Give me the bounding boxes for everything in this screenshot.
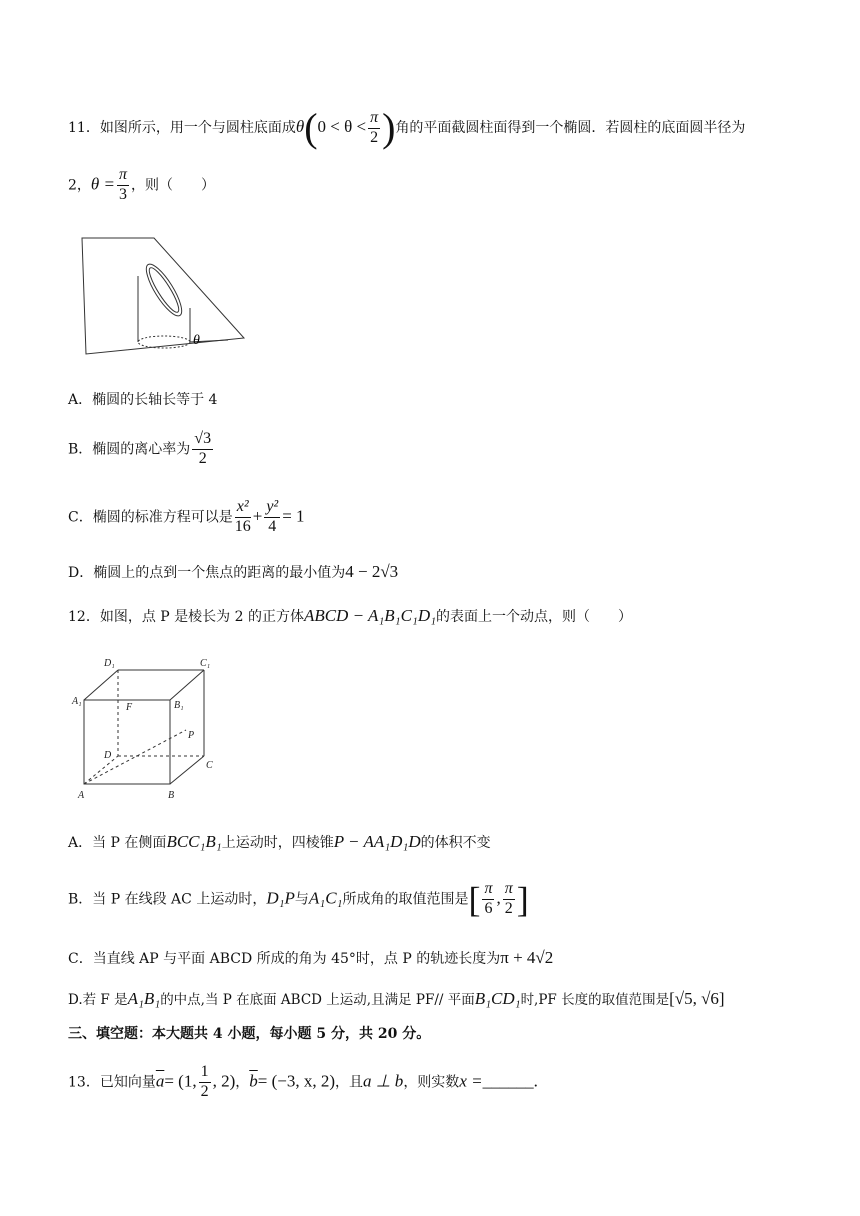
label-P: P	[188, 730, 195, 741]
q12-b-upper: $\frac{\pi}{2}$	[504, 880, 513, 918]
q13-half: $\frac{1}{2}$	[200, 1063, 209, 1101]
q12-stem: 12．如图，点 P 是棱长为 2 的正方体ABCD − A₁B₁C₁D₁的表面上一个动点，则（ ）	[68, 606, 633, 625]
q11-pi-over-2: $\frac{\pi}{2}$	[370, 108, 379, 146]
q13-stem: 13．已知向量$\overline{a}= (1$, $\frac{1}{2}$ , 2)，$\overline{b}= (-3$, x, 2)，且a ⊥ b，则实数x =______.	[68, 1063, 538, 1101]
q12-option-d: D.若 F 是A₁B₁的中点,当 P 在底面 ABCD 上运动,且满足 PF// 平面B₁CD₁时,PF 长度的取值范围是[√5, √6]	[68, 989, 725, 1008]
q11-c-frac-y: $\frac{\text{y²}}{4}$	[266, 498, 279, 536]
q11-theta-eq: θ =	[90, 174, 115, 194]
q11-option-a: A．椭圆的长轴长等于 4	[68, 392, 218, 408]
cutting-plane	[82, 238, 244, 354]
q12-d-range: [√5, √6]	[669, 989, 725, 1008]
q13-vector-a: $\overline{a}$	[155, 1071, 165, 1091]
cube-figure	[70, 652, 220, 804]
q12-cube-name: ABCD − A₁B₁C₁D₁	[303, 606, 437, 625]
cylinder-plane-figure	[78, 236, 250, 360]
section-3-heading: 三、填空题：本大题共 4 小题，每小题 5 分，共 20 分。	[68, 1026, 431, 1042]
q12-b-lower: $\frac{\pi}{6}$	[484, 880, 493, 918]
q11-line2	[68, 166, 215, 205]
q11-range: 0 < θ <	[317, 117, 367, 136]
label-A: A	[78, 790, 85, 801]
q12-c-value: π + 4√2	[500, 948, 554, 967]
q11-c-frac-x: $\frac{\text{x²}}{16}$	[234, 498, 251, 536]
q11-d-value: 4 − 2√3	[345, 562, 399, 581]
label-C1: C₁	[200, 658, 211, 669]
q12-option-c: C．当直线 AP 与平面 ABCD 所成的角为 45°时，点 P 的轨迹长度为π + 4√2	[68, 948, 554, 967]
paren-left: (	[304, 105, 318, 150]
label-C: C	[206, 760, 213, 771]
q11-option-b: B．椭圆的离心率为 $\frac{√3}{2}$	[68, 430, 212, 468]
ellipse-section	[140, 260, 187, 320]
q11-option-c: C．椭圆的标准方程可以是 $\frac{\text{x²}}{16}$ + $\frac{\text{y²}}{4}$ = 1	[68, 498, 305, 536]
q12-option-b: B．当 P 在线段 AC 上运动时，D₁P与A₁C₁所成角的取值范围是[ $\frac{\pi}{6}$ , $\frac{\pi}{2}$ ]	[68, 879, 529, 920]
label-B: B	[168, 790, 175, 801]
q13-answer-blank[interactable]: ______.	[482, 1071, 538, 1091]
q13-vector-b: $\overline{b}$	[249, 1071, 258, 1091]
q11-option-d: D．椭圆上的点到一个焦点的距离的最小值为4 − 2√3	[68, 562, 399, 581]
label-A1: A₁	[72, 696, 82, 707]
q11-theta: θ	[295, 117, 305, 136]
label-B1: B₁	[174, 700, 184, 711]
q11-rest: 角的平面截圆柱面得到一个椭圆．若圆柱的底面圆半径为	[395, 120, 746, 136]
fig1-theta-label: θ	[193, 333, 200, 348]
paren-right: )	[382, 105, 396, 150]
label-F: F	[126, 702, 133, 713]
q11-line2-pre: 2，	[68, 177, 91, 194]
q11-pi-over-3: $\frac{\pi}{3}$	[119, 166, 128, 204]
q11-line1	[68, 105, 746, 150]
label-D: D	[104, 750, 112, 761]
q12-option-a: A．当 P 在侧面BCC₁B₁上运动时，四棱锥P − AA₁D₁D的体积不变	[68, 832, 491, 851]
label-D1: D₁	[104, 658, 115, 669]
q11-line2-post: ，则（ ）	[131, 177, 216, 194]
q11-intro: 11．如图所示，用一个与圆柱底面成	[68, 120, 296, 136]
q11-b-frac: $\frac{√3}{2}$	[194, 430, 212, 468]
